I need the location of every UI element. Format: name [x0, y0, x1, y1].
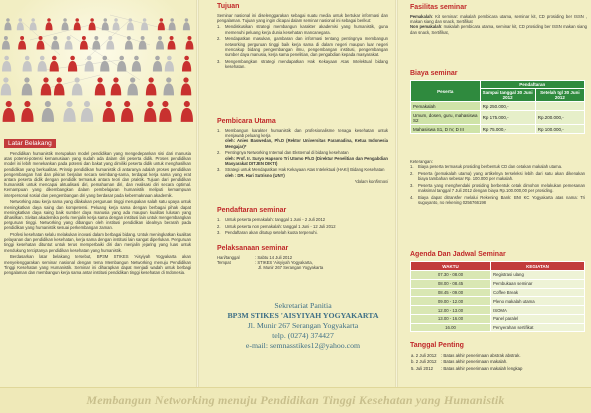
table-cell: ISOMA: [491, 306, 585, 315]
table-header-row: [411, 262, 585, 271]
biaya-title: Biaya seminar: [410, 70, 458, 77]
person-silhouette: [181, 77, 192, 95]
tempat-value: : STIKES 'Aisyiyah Yogyakarta,: [255, 260, 313, 266]
person-silhouette: [141, 18, 148, 30]
latar-belakang-title: Latar Belakang: [4, 139, 56, 148]
tujuan-list: [217, 24, 388, 69]
person-silhouette: [50, 56, 59, 72]
table-cell: Rp 250.000,-: [480, 102, 535, 111]
table-cell: a. 2 Juli 2012: [411, 352, 437, 358]
paragraph: Berdasarkan latar belakang tersebut, BP3M STIKES 'Aisyiyah Yogyakarta akan menyelenggarakan seminar nasional dengan tema Membangun Networking menuju Pendidikan Tinggi Kesehatan yang Humanistik. Seminar ini diharapkan dapat menjadi wadah untuk berbagi pengalaman dan membangun kerja sama antar institusi pendidikan tinggi kesehatan di Indonesia.: [4, 254, 191, 275]
person-silhouette: [183, 18, 190, 30]
fasilitas-section: [398, 4, 591, 35]
tanggal-penting-table: [410, 352, 585, 372]
column-header: Setelah tgl 30 Juni 2012: [535, 89, 584, 102]
person-silhouette: [117, 56, 126, 72]
table-row: [411, 271, 585, 280]
person-silhouette: [168, 36, 176, 50]
paragraph: Networking atau kerja sama yang dilakukan perguruan tinggi merupakan salah satu upaya untuk meningkatkan daya saing dan kompetensi. Peluang kerja sama dengan berbagai pihak dapat meningkatkan daya saing baik sumber daya manusia yang ada maupun kualitas lulusan yang dihasilkan. Sivitas akademika perlu menjalin kerja sama dengan institusi lain untuk mengembangkan perguruan tinggi. Networking yang dibangun oleh institusi pendidikan idealnya berarah pada pendidikan yang humanistik sesuai perkembangan zaman.: [4, 199, 191, 231]
table-cell: Pembukaan seminar: [491, 279, 585, 288]
pelaksanaan-title: Pelaksanaan seminar: [217, 245, 289, 252]
list-item: [410, 183, 585, 193]
pembicara-section: [199, 118, 395, 185]
list-item: [217, 150, 388, 166]
person-silhouette: [17, 18, 24, 30]
agenda-title: Agenda Dan Jadwal Seminar: [410, 251, 506, 258]
person-silhouette: [132, 56, 141, 72]
person-silhouette: [45, 18, 52, 30]
table-row: [411, 279, 585, 288]
table-cell: Mahasiswa S1, D IV, D III: [411, 125, 481, 134]
fasilitas-non-pemakalah: [410, 24, 587, 34]
table-cell: Registrasi ulang: [491, 271, 585, 280]
panel-right: [398, 0, 591, 387]
column-header: Peserta: [411, 81, 481, 102]
pelaksanaan-section: [199, 245, 395, 271]
person-silhouette: [139, 36, 147, 50]
person-silhouette: [3, 101, 15, 122]
hari-value: : Sabtu 14 Juli 2012: [255, 255, 293, 260]
agenda-section: [398, 251, 591, 332]
person-silhouette: [2, 36, 10, 50]
item-number: 3.: [217, 167, 221, 173]
table-cell: Rp.200.000,-: [535, 111, 584, 125]
tanggal-penting-title: Tanggal Penting: [410, 342, 464, 349]
pendaftaran-section: [199, 207, 395, 237]
sekretariat-email[interactable]: e-mail: semnasstikes12@yahoo.com: [245, 341, 361, 350]
sekretariat-phone: telp. (0274) 374427: [272, 331, 334, 340]
item-number: 2.: [217, 223, 221, 229]
table-cell: 09.00 - 12.00: [411, 297, 491, 306]
item-number: 1.: [410, 164, 414, 170]
item-number: 1.: [217, 217, 221, 222]
speaker-name: oleh: Prof. Ir. Suryo Hapsoro Tri Utomo Ph.D (Direktur Penelitian dan Pengabdian Masyarakat DITJEN DIKTI): [225, 155, 388, 166]
label: Pemakalah: [410, 14, 432, 19]
list-item: [217, 59, 388, 69]
crowd-network-image: [0, 0, 196, 130]
item-text: Pentingnya Networking Internal dan Eksternal di bidang kesehatan: [225, 150, 349, 156]
person-silhouette: [68, 56, 77, 72]
item-text: Untuk peserta pemakalah: tanggal 1 Juni - 2 Juli 2012: [225, 217, 326, 222]
item-text: Mendiskusikan strategi membangun karakter akademisi yang humanistik, guna memenuhi peluang kerja dunia kesehatan mancanegara.: [225, 24, 388, 35]
person-silhouette: [54, 77, 65, 95]
list-item: [217, 128, 388, 149]
table-row: [411, 323, 585, 332]
tempat-address: Jl. Munir 267 Serangan Yogyakarta: [258, 265, 324, 271]
person-silhouette: [111, 77, 122, 95]
person-silhouette: [92, 36, 100, 50]
table-cell: [535, 102, 584, 111]
sekretariat-contact: [199, 301, 395, 351]
person-silhouette: [106, 36, 114, 50]
person-silhouette: [81, 101, 93, 122]
tujuan-title: Tujuan: [217, 3, 240, 10]
table-cell: 07.30 - 08.00: [411, 271, 491, 280]
person-silhouette: [18, 36, 26, 50]
column-header: Pendaftaran: [480, 81, 584, 89]
person-silhouette: [100, 56, 109, 72]
item-number: 3.: [217, 58, 221, 64]
person-silhouette: [146, 77, 157, 95]
table-row: [217, 265, 388, 270]
table-cell: : Batas akhir penerimaan abstrak abstrak.: [441, 352, 521, 358]
tujuan-section: [199, 3, 395, 71]
item-text: Biaya peserta termasuk prosiding berbentuk CD dan cetakan makalah utama.: [418, 164, 563, 170]
table-cell: Penyerahan sertifikat: [491, 323, 585, 332]
panel-middle: [199, 0, 395, 387]
list-item: [217, 167, 388, 177]
sekretariat-address: Jl. Munir 267 Serangan Yogyakarta: [247, 321, 359, 330]
table-cell: 13.00 - 16.00: [411, 314, 491, 323]
keterangan-title: Keterangan:: [410, 159, 433, 164]
person-silhouette: [74, 18, 81, 30]
speaker-name: oleh : DR. Hari Sutrisno (UNY): [225, 172, 285, 178]
person-silhouette: [38, 56, 47, 72]
item-text: Untuk peserta non pemakalah: tanggal 1 Juni - 12 Juli 2012: [225, 223, 336, 229]
column-header: Sampai tanggal 30 Juni 2012: [480, 89, 535, 102]
list-item: [217, 217, 388, 222]
value: : Kit seminar: makalah pembicara utama, seminar kit, CD prosiding ber ISSN , makan siang dan snack, Sertifikat: [410, 14, 587, 25]
item-text: Membangun karakter humanistik dan profesionalisme tenaga kesehatan untuk menjawab peluang kerja: [225, 128, 388, 139]
person-silhouette: [63, 101, 75, 122]
pelaksanaan-table: [217, 255, 388, 271]
table-row: [411, 102, 585, 111]
person-silhouette: [156, 36, 164, 50]
person-silhouette: [41, 77, 52, 95]
list-item: [410, 195, 585, 205]
table-row: [411, 125, 585, 134]
item-text: Peserta yang menghendaki prosiding berbentuk cetak dimohon melakukan pemesanan maksimal tanggal 7 Juli 2012 dengan biaya Rp.100.000,00 per prosiding.: [418, 182, 585, 194]
list-item: [410, 171, 585, 181]
item-number: 2.: [217, 36, 221, 42]
table-cell: Rp 100.000,-: [535, 125, 584, 134]
column-header: WAKTU: [411, 262, 491, 271]
person-silhouette: [72, 77, 83, 95]
list-item: [217, 230, 388, 235]
person-silhouette: [1, 77, 12, 95]
agenda-table: [410, 261, 585, 332]
table-cell: b. 2 Juli 2012: [411, 359, 437, 365]
label: Non pemakalah: [410, 24, 442, 30]
pendaftaran-list: [217, 217, 388, 236]
person-silhouette: [113, 18, 120, 30]
table-row: [411, 111, 585, 125]
person-silhouette: [144, 101, 156, 122]
list-item: [217, 224, 388, 229]
pembicara-list: [217, 128, 388, 178]
table-cell: 08.45 - 09.00: [411, 288, 491, 297]
person-silhouette: [165, 56, 174, 72]
table-row: [410, 359, 585, 366]
item-number: 3.: [217, 230, 221, 236]
person-silhouette: [103, 101, 115, 122]
crowd-illustration: [0, 0, 196, 130]
item-number: 3.: [410, 182, 414, 188]
table-cell: Rp 175.000,-: [480, 111, 535, 125]
person-silhouette: [89, 18, 96, 30]
item-text: Biaya dapat ditransfer melalui Rekening Bank: BNI KC Yogyakarta atas nama: Tri suguyanto, no rekening 0256766198: [418, 194, 585, 205]
table-cell: Pleno makalah utama: [491, 297, 585, 306]
pembicara-title: Pembicara Utama: [217, 118, 276, 125]
latar-belakang-section: [0, 132, 196, 277]
keterangan-list: [410, 164, 585, 205]
tempat-label: Tempat: [217, 260, 231, 266]
table-cell: 5. Juli 2012: [411, 365, 433, 371]
person-silhouette: [185, 36, 193, 50]
table-cell: : Batas akhir penerimaan makalah lengkap: [441, 365, 523, 371]
table-row: [410, 365, 585, 372]
person-silhouette: [121, 101, 133, 122]
list-item: [217, 36, 388, 57]
table-header-row: [411, 81, 585, 89]
table-cell: Coffee Break: [491, 288, 585, 297]
value: : makalah pembicara utama, seminar kit, CD prosiding ber ISSN makan siang dan snack, Sertifikat,: [410, 24, 587, 35]
keterangan-section: [398, 159, 591, 207]
person-silhouette: [62, 18, 69, 30]
fasilitas-pemakalah: [410, 14, 587, 24]
item-text: Peserta (pemakalah utama) yang artikelnya terseleksi lebih dari satu akan dikenakan biaya tambahan sebesar Rp. 100.000 per makalah.: [418, 170, 585, 182]
item-number: 1.: [217, 24, 221, 30]
panel-left: [0, 0, 196, 387]
person-silhouette: [42, 101, 54, 122]
person-silhouette: [163, 77, 174, 95]
paragraph: Profesi kesehatan selalu melakukan inovasi dalam berbagai bidang. Untuk meningkatkan kualitas pelayanan dan pendidikan kesehatan, kerja sama dengan institusi lain sangat diperlukan. Perguruan tinggi kesehatan dituntut untuk terus memperbaiki diri dan menjalin jejaring yang luas untuk mendukung terciptanya pendidikan kesehatan yang humanistik.: [4, 232, 191, 253]
table-cell: 12.00 - 13.00: [411, 306, 491, 315]
person-silhouette: [23, 56, 32, 72]
table-cell: Umum, dosen, guru, mahasiswa S2: [411, 111, 481, 125]
person-silhouette: [80, 36, 88, 50]
table-cell: 16.00: [411, 323, 491, 332]
person-silhouette: [102, 18, 109, 30]
person-silhouette: [127, 18, 134, 30]
table-row: [411, 297, 585, 306]
person-silhouette: [85, 56, 94, 72]
item-text: Mendapatkan masukan, gambaran dan informasi tentang pentingnya membangun networking perguruan tinggi baik kerja sama di dalam negeri maupun luar negeri mencakup bidang pengembangan ilmu, pengembangan institusi, pengembangan sumber daya manusia, kerja sama penelitian, dan pengabdian kepada masyarakat.: [225, 36, 388, 57]
item-number: 1.: [217, 128, 221, 133]
latar-belakang-body: [4, 151, 191, 275]
table-cell: Rp 75.000,-: [480, 125, 535, 134]
list-item: [410, 164, 585, 169]
person-silhouette: [158, 18, 165, 30]
tujuan-intro: Seminar nasional ini diselenggarakan sebagai suatu media untuk bertukar informasi dan pengalaman. Tujuan yang ingin dicapai dalam seminar nasional ini sebagai berikut:: [217, 13, 388, 24]
person-silhouette: [65, 36, 73, 50]
table-row: [410, 352, 585, 359]
person-silhouette: [125, 36, 133, 50]
person-silhouette: [169, 18, 176, 30]
pendaftaran-title: Pendaftaran seminar: [217, 207, 287, 214]
table-row: [411, 306, 585, 315]
biaya-table: [410, 80, 585, 134]
item-number: 2.: [410, 170, 414, 176]
person-silhouette: [51, 36, 59, 50]
item-text: Strategi untuk Mendapatkan Hak Kekayaan Atas Intelektual (HAKI) Bidang Kesehatan: [225, 167, 385, 173]
person-silhouette: [159, 101, 171, 122]
table-cell: : Batas akhir penerimaan makalah.: [441, 359, 508, 365]
sekretariat-org: BP3M STIKES 'AISYIYAH YOGYAKARTA: [227, 311, 379, 320]
fasilitas-title: Fasilitas seminar: [410, 4, 467, 11]
hari-label: Hari/tanggal: [217, 255, 240, 260]
item-text: Mengembangkan strategi mendapatkan Hak Kekayaan Atas Intelektual bidang kesehatan.: [225, 58, 388, 69]
biaya-section: [398, 70, 591, 134]
person-silhouette: [2, 56, 11, 72]
confirmation-note: *dalam konfirmasi: [354, 179, 388, 185]
table-cell: 08.00 - 08.45: [411, 279, 491, 288]
person-silhouette: [4, 18, 11, 30]
item-number: 2.: [217, 150, 221, 156]
table-cell: Panel paralel: [491, 314, 585, 323]
table-cell: Pemakalah: [411, 102, 481, 111]
person-silhouette: [22, 77, 33, 95]
item-text: Pendaftaran akan ditutup setelah kuota terpenuhi.: [225, 230, 318, 236]
paragraph: Pendidikan humanistik merupakan model pendidikan yang mengedepankan sisi dari manusia atas potensi-potensi kemanusiaan yang sudah ada dalam diri peserta didik. Proses pendidikan model ini lebih menekankan pada potensi dan bakat yang dimiliki peserta didik untuk menghasilkan pendidikan yang berkualitas. Prinsip pendidikan humanistik di antaranya adalah proses pendidikan pengembangan hati dan pikiran berjalan secara seimbang-sama, terdapat kerja sama yang erat antara peserta didik dengan pendidik termasuk antara teori dan praktik. Tujuan dari pendidikan humanistik untuk mencapai aktualisasi diri, pemahaman diri, dan realisasi diri secara optimal. Kemampuan yang dikembangkan dalam pembelajaran humanistik meliputi kemampuan interpersonal sosial dan pengembangan diri yang berdasar pada kebermaknaan akademik.: [4, 151, 191, 198]
list-item: [217, 24, 388, 34]
person-silhouette: [95, 77, 106, 95]
table-row: [411, 288, 585, 297]
person-silhouette: [127, 77, 138, 95]
speaker-name: oleh: Anies Baswedan, Ph.D (Rektor Universitas Paramadina, Ketua Indonesia Mengajar)*: [225, 138, 388, 149]
tanggal-penting-section: [398, 342, 591, 372]
sekretariat-heading: Sekretariat Panitia: [274, 301, 332, 310]
person-silhouette: [21, 101, 33, 122]
person-silhouette: [153, 56, 162, 72]
person-silhouette: [181, 101, 193, 122]
column-header: KEGIATAN: [491, 262, 585, 271]
person-silhouette: [30, 18, 37, 30]
table-row: [411, 314, 585, 323]
person-silhouette: [182, 56, 191, 72]
footer-tagline: Membangun Networking menuju Pendidikan Tinggi Kesehatan yang Humanistik: [0, 387, 591, 413]
item-number: 4.: [410, 194, 414, 200]
